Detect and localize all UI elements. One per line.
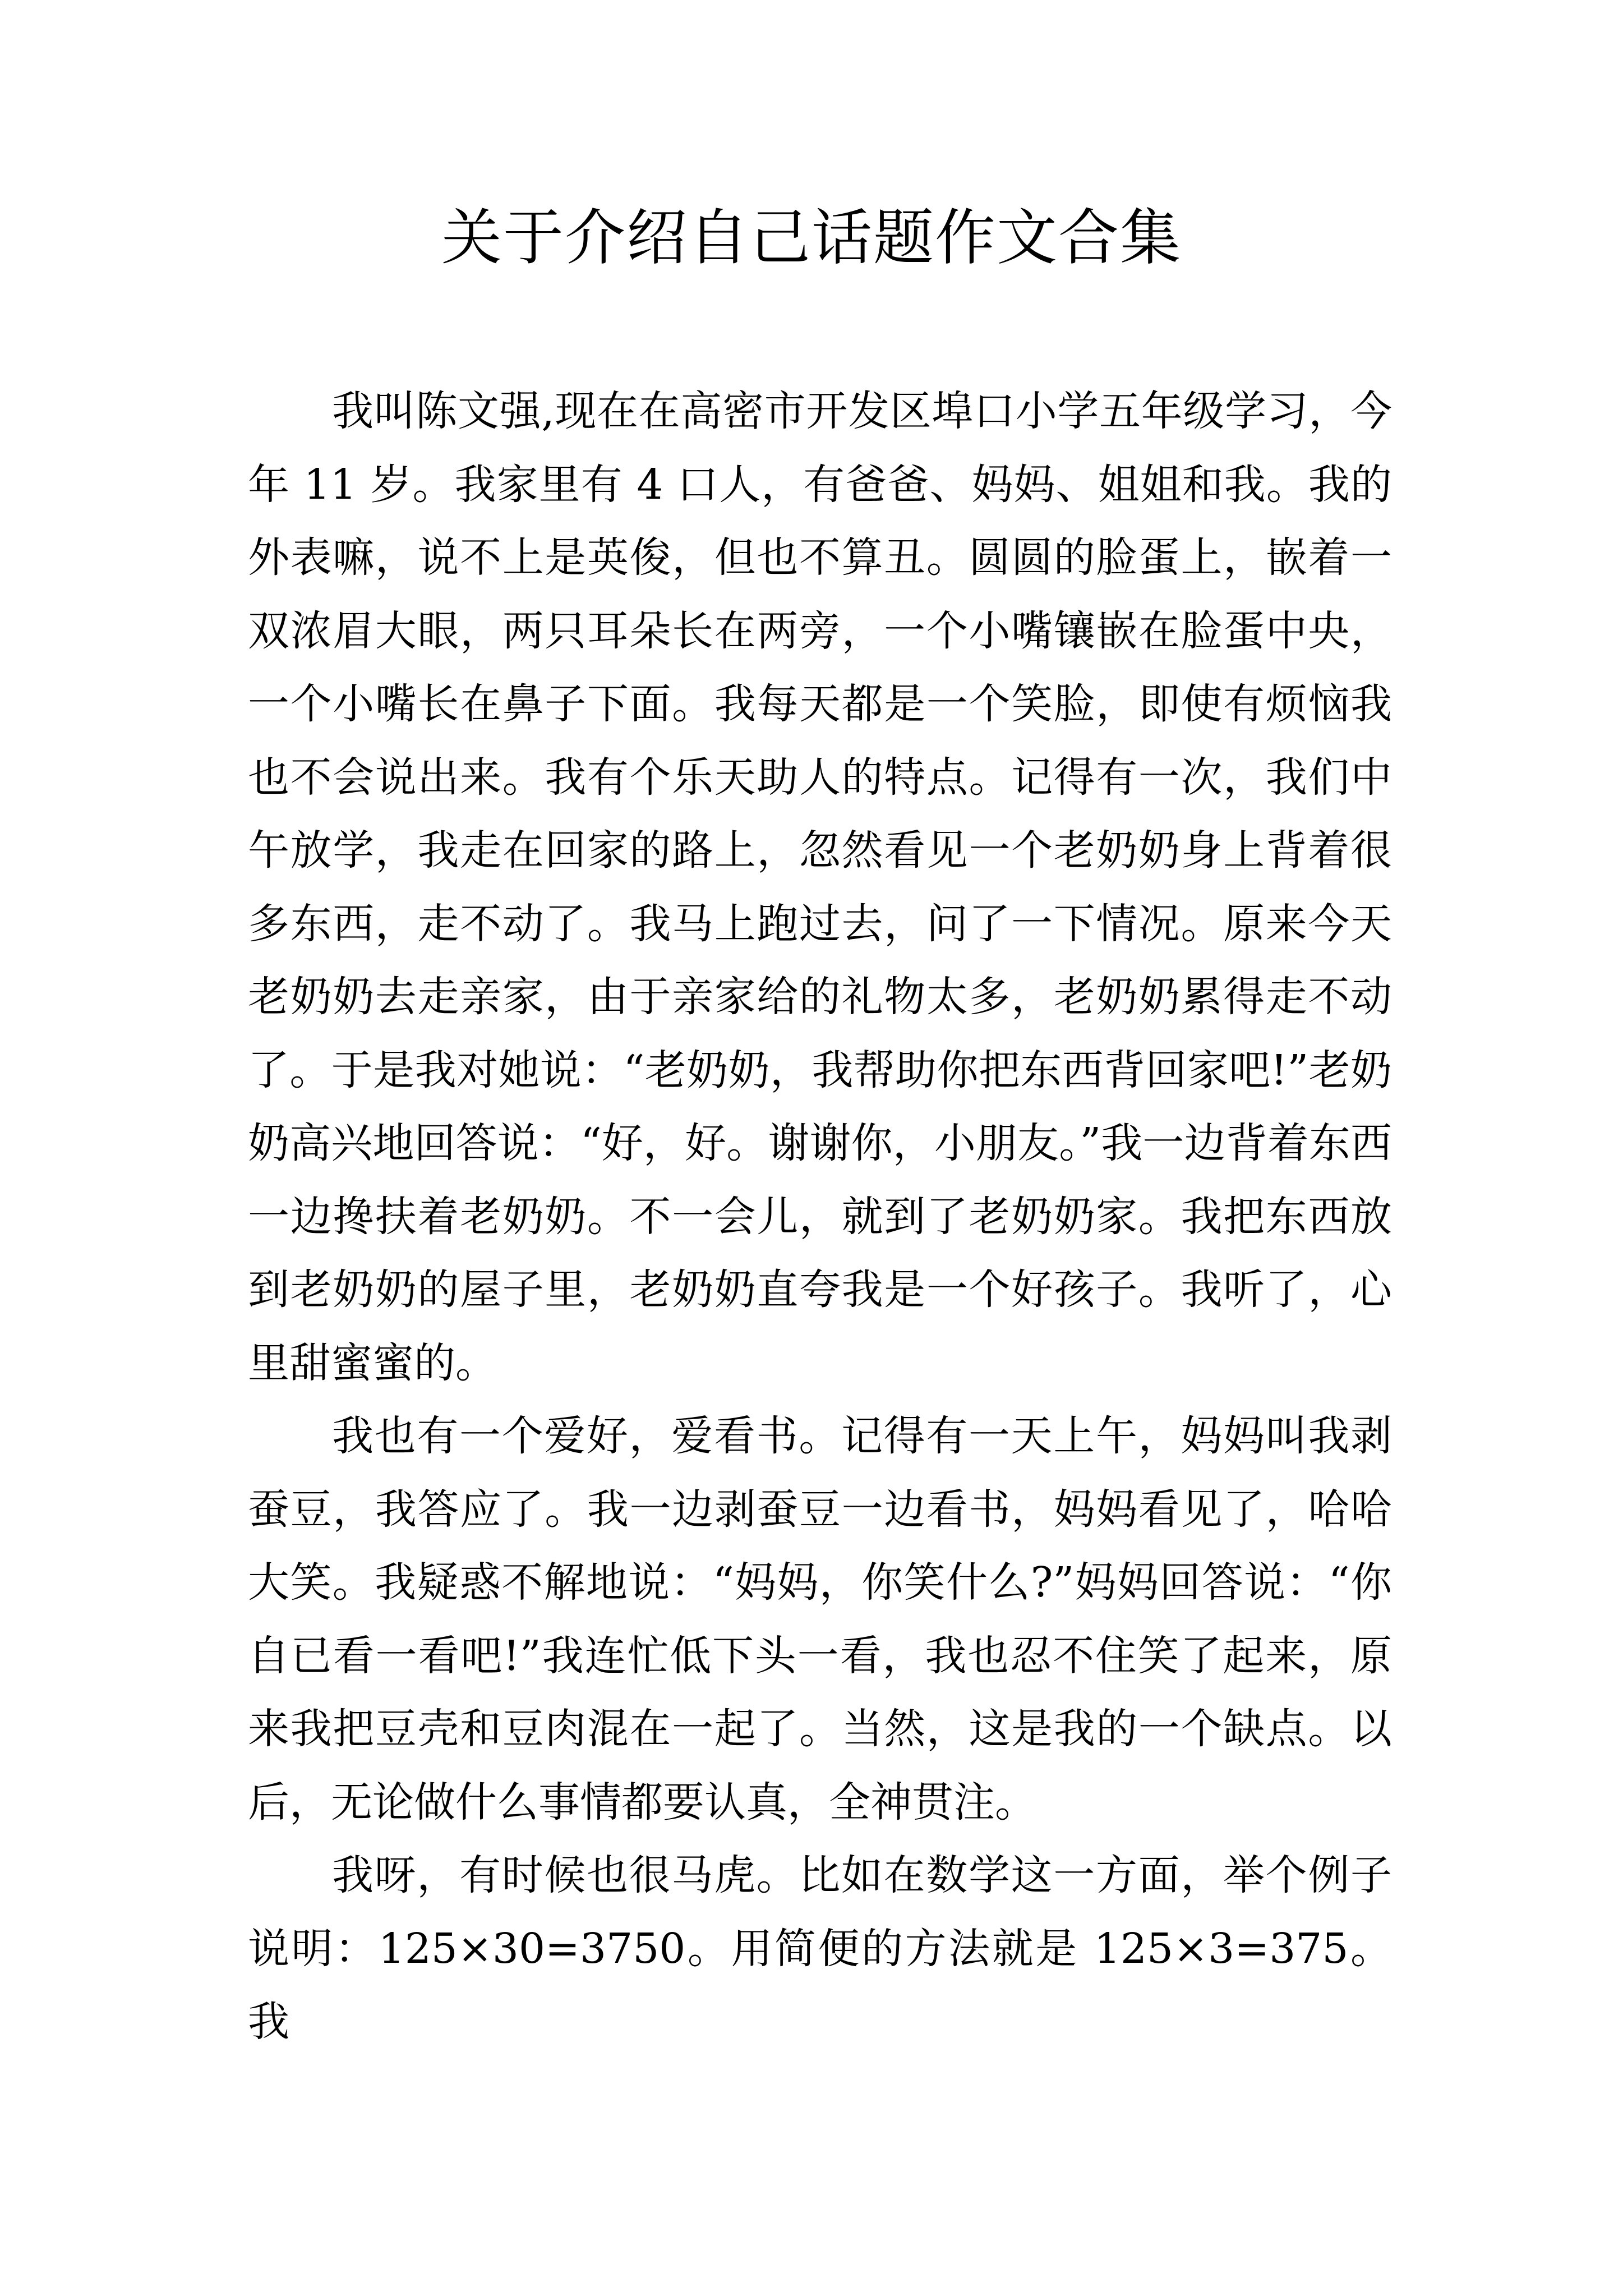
paragraph: 我叫陈文强,现在在高密市开发区埠口小学五年级学习，今年 11 岁。我家里有 4 口人，有爸爸、妈妈、姐姐和我。我的外表嘛，说不上是英俊，但也不算丑。圆圆的脸蛋上，嵌着一双浓眉大眼，两只耳朵长在两旁，一个小嘴镶嵌在脸蛋中央，一个小嘴长在鼻子下面。我每天都是一个笑脸，即使有烦恼我也不会说出来。我有个乐天助人的特点。记得有一次，我们中午放学，我走在回家的路上，忽然看见一个老奶奶身上背着很多东西，走不动了。我马上跑过去，问了一下情况。原来今天老奶奶去走亲家，由于亲家给的礼物太多，老奶奶累得走不动了。于是我对她说：“老奶奶，我帮助你把东西背回家吧!”老奶奶高兴地回答说：“好，好。谢谢你，小朋友。”我一边背着东西一边搀扶着老奶奶。不一会儿，就到了老奶奶家。我把东西放到老奶奶的屋子里，老奶奶直夸我是一个好孩子。我听了，心里甜蜜蜜的。 — [248, 387, 1392, 1387]
paragraph: 我也有一个爱好，爱看书。记得有一天上午，妈妈叫我剥蚕豆，我答应了。我一边剥蚕豆一边看书，妈妈看见了，哈哈大笑。我疑惑不解地说：“妈妈，你笑什么?”妈妈回答说：“你自已看一看吧!”我连忙低下头一看，我也忍不住笑了起来，原来我把豆壳和豆肉混在一起了。当然，这是我的一个缺点。以后，无论做什么事情都要认真，全神贯注。 — [248, 1412, 1392, 1826]
paragraph: 我呀，有时候也很马虎。比如在数学这一方面，举个例子说明：125×30=3750。用简便的方法就是 125×3=375。我 — [248, 1851, 1392, 2046]
document-body — [248, 375, 1392, 2059]
document-title: 关于介绍自己话题作文合集 — [441, 203, 1182, 273]
